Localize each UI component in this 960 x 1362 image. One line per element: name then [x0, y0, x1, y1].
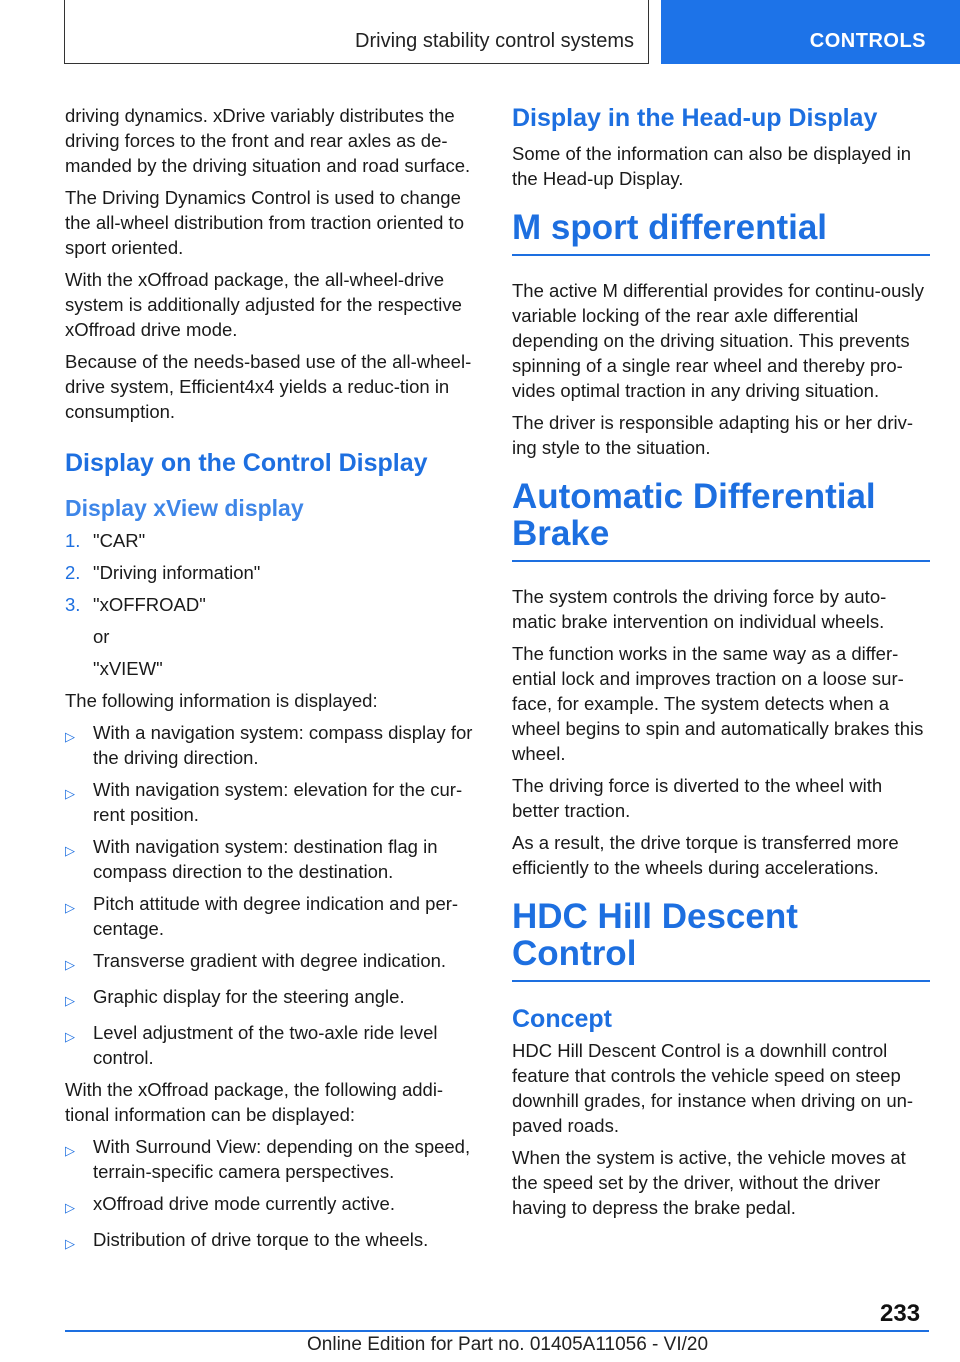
step-number: 1. — [65, 530, 81, 551]
step-item — [65, 592, 485, 617]
triangle-bullet-icon: ▷ — [65, 957, 75, 972]
paragraph: Because of the needs-based use of the all-wheel-drive system, Efficient4x4 yields a reduc-tion in consumption. — [65, 351, 472, 422]
paragraph: The Driving Dynamics Control is used to change the all-wheel distribution from traction oriented to sport oriented. — [65, 187, 464, 258]
paragraph: With the xOffroad package, the all-wheel-drive system is additionally adjusted for the respective xOffroad drive mode. — [65, 269, 462, 340]
paragraph: Some of the information can also be displayed in the Head-up Display. — [512, 143, 912, 189]
bullet-text: xOffroad drive mode currently active. — [93, 1193, 395, 1214]
triangle-bullet-icon: ▷ — [65, 786, 75, 801]
step-text: "Driving information" — [93, 562, 261, 583]
bullet-text: With navigation system: destination flag in compass direction to the destination. — [93, 836, 438, 882]
heading-m-sport-differential: M sport differential — [512, 209, 930, 256]
paragraph: The function works in the same way as a differ-ential lock and improves traction on a loose sur-face, for example. The system detects when a wheel begins to spin and automatically brakes this wheel. — [512, 643, 924, 764]
bullet-item — [65, 948, 485, 977]
triangle-bullet-icon: ▷ — [65, 843, 75, 858]
triangle-bullet-icon: ▷ — [65, 1200, 75, 1215]
paragraph: When the system is active, the vehicle moves at the speed set by the driver, without the driver having to depress the brake pedal. — [512, 1147, 906, 1218]
step-item — [65, 528, 485, 553]
page-number: 233 — [880, 1300, 921, 1327]
header-section-box — [64, 0, 649, 64]
heading-control-display: Display on the Control Display — [65, 449, 428, 477]
header-chapter-title: CONTROLS — [809, 30, 926, 52]
additional-intro: With the xOffroad package, the following addi-tional information can be displayed: — [65, 1079, 444, 1125]
triangle-bullet-icon: ▷ — [65, 1143, 75, 1158]
step-number: 2. — [65, 562, 81, 583]
bullet-text: Pitch attitude with degree indication and per-centage. — [93, 893, 459, 939]
bullet-text: Transverse gradient with degree indication. — [93, 950, 447, 971]
paragraph: HDC Hill Descent Control is a downhill control feature that controls the vehicle speed on steep downhill grades, for instance when driving on un-paved roads. — [512, 1040, 914, 1136]
triangle-bullet-icon: ▷ — [65, 993, 75, 1008]
heading-concept: Concept — [512, 1005, 612, 1033]
bullet-text: With Surround View: depending on the speed, terrain-specific camera perspectives. — [93, 1136, 471, 1182]
additional-list — [65, 1134, 485, 1256]
left-column — [65, 103, 485, 1263]
step-number: 3. — [65, 594, 81, 615]
step-or: or — [93, 626, 110, 647]
footer-edition: Online Edition for Part no. 01405A11056 - VI/20 — [307, 1334, 709, 1355]
triangle-bullet-icon: ▷ — [65, 900, 75, 915]
bullet-item — [65, 984, 485, 1013]
header-chapter-box — [661, 0, 960, 64]
step-item — [65, 560, 485, 585]
paragraph: The driver is responsible adapting his or her driv-ing style to the situation. — [512, 412, 914, 458]
paragraph: driving dynamics. xDrive variably distributes the driving forces to the front and rear axles as de-manded by the driving situation and road surface. — [65, 105, 471, 176]
bullet-item — [65, 834, 485, 884]
bullet-item — [65, 1020, 485, 1070]
right-column — [512, 103, 930, 1227]
bullet-item — [65, 1227, 485, 1256]
bullet-item — [65, 720, 485, 770]
step-alt: "xVIEW" — [93, 658, 163, 679]
heading-xview-display: Display xView display — [65, 495, 304, 521]
triangle-bullet-icon: ▷ — [65, 729, 75, 744]
bullet-item — [65, 1134, 485, 1184]
bullet-text: Distribution of drive torque to the wheels. — [93, 1229, 429, 1250]
info-intro: The following information is displayed: — [65, 690, 378, 711]
paragraph: The system controls the driving force by auto-matic brake intervention on individual wheels. — [512, 586, 887, 632]
step-text: "CAR" — [93, 530, 146, 551]
bullet-item — [65, 777, 485, 827]
heading-automatic-differential-brake: Automatic Differential Brake — [512, 478, 930, 562]
info-list — [65, 720, 485, 1070]
footer-divider — [65, 1330, 929, 1332]
bullet-text: Graphic display for the steering angle. — [93, 986, 405, 1007]
bullet-text: With a navigation system: compass display for the driving direction. — [93, 722, 473, 768]
paragraph: As a result, the drive torque is transferred more efficiently to the wheels during accelerations. — [512, 832, 899, 878]
triangle-bullet-icon: ▷ — [65, 1029, 75, 1044]
heading-hdc-hill-descent-control: HDC Hill Descent Control — [512, 898, 930, 982]
bullet-text: With navigation system: elevation for the cur-rent position. — [93, 779, 463, 825]
header-section-title: Driving stability control systems — [355, 30, 634, 52]
paragraph: The active M differential provides for continu-ously variable locking of the rear axle differential depending on the driving situation. This prevents spinning of a single rear wheel and thereby pro-vides optimal traction in any driving situation. — [512, 280, 924, 401]
paragraph: The driving force is diverted to the wheel with better traction. — [512, 775, 883, 821]
bullet-item — [65, 891, 485, 941]
bullet-text: Level adjustment of the two-axle ride level control. — [93, 1022, 438, 1068]
bullet-item — [65, 1191, 485, 1220]
heading-head-up-display: Display in the Head-up Display — [512, 104, 878, 132]
triangle-bullet-icon: ▷ — [65, 1236, 75, 1251]
step-text: "xOFFROAD" — [93, 594, 206, 615]
